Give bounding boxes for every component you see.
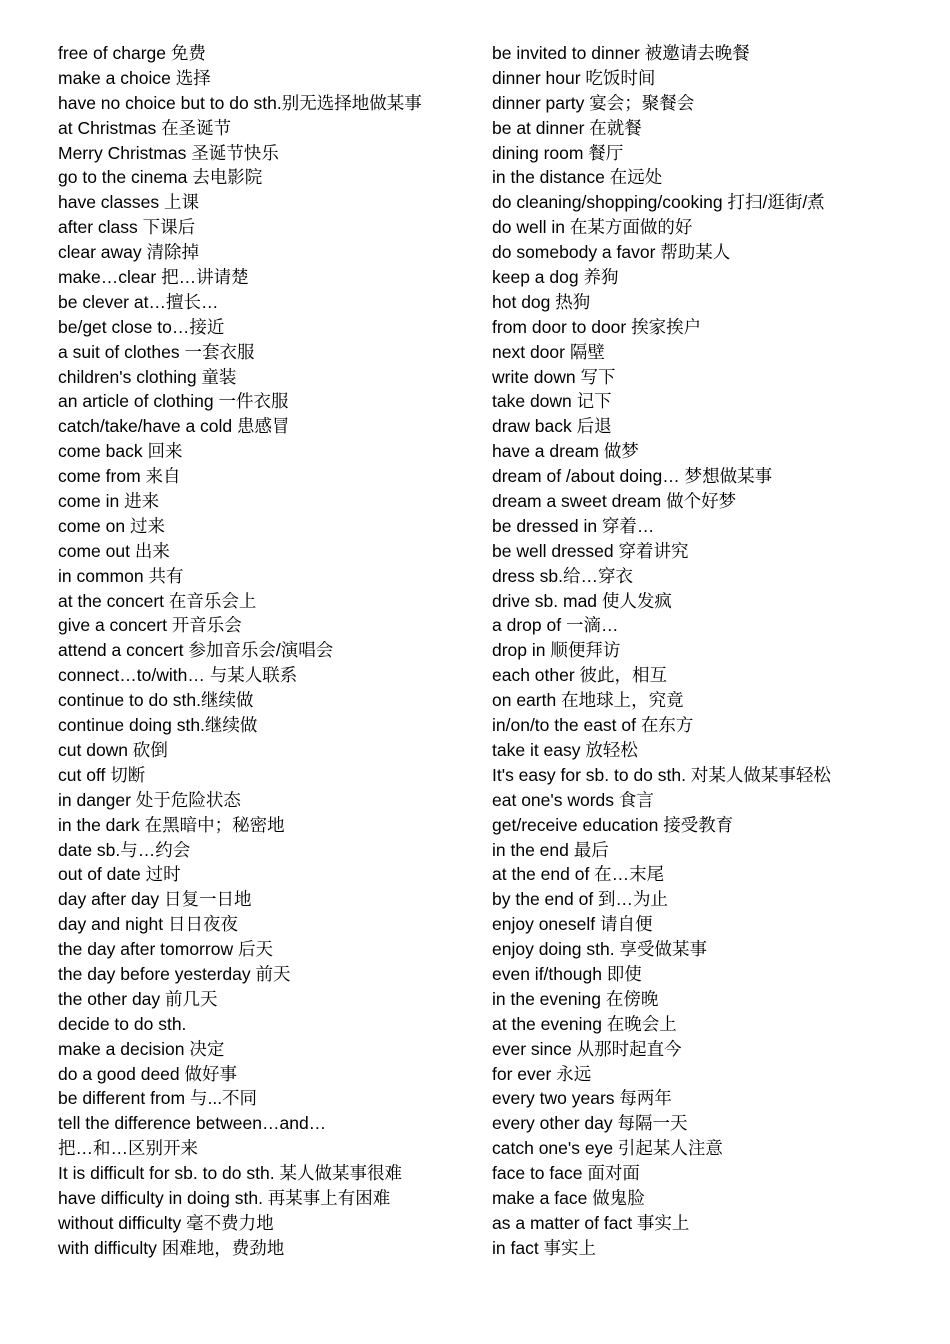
phrase-line: with difficulty 困难地，费劲地 [58, 1237, 285, 1258]
phrase-line: the other day 前几天 [58, 988, 218, 1009]
phrase-line: give a concert 开音乐会 [58, 615, 242, 636]
phrase-line: in the dark 在黑暗中；秘密地 [58, 814, 285, 835]
phrase-line: make a face 做鬼脸 [492, 1187, 645, 1208]
phrase-line: cut down 砍倒 [58, 739, 168, 760]
phrase-line: cut off 切断 [58, 764, 146, 785]
phrase-line: be at dinner 在就餐 [492, 117, 642, 138]
phrase-line: a drop of 一滴… [492, 615, 619, 636]
phrase-line: keep a dog 养狗 [492, 267, 619, 288]
phrase-line: free of charge 免费 [58, 43, 206, 63]
phrase-line: do somebody a favor 帮助某人 [492, 242, 731, 263]
phrase-line: each other 彼此，相互 [492, 665, 668, 686]
phrase-line: have no choice but to do sth.别无选择地做某事 [58, 92, 422, 113]
phrase-line: children's clothing 童装 [58, 366, 237, 387]
phrase-line: come back 回来 [58, 441, 183, 462]
phrase-line: decide to do sth. [58, 1013, 187, 1034]
phrase-line: enjoy oneself 请自便 [492, 914, 653, 935]
phrase-line: clear away 清除掉 [58, 242, 200, 263]
phrase-line: day after day 日复一日地 [58, 889, 252, 910]
phrase-line: do cleaning/shopping/cooking 打扫/逛街/煮 [492, 192, 825, 213]
phrase-line: write down 写下 [492, 366, 616, 387]
phrase-line: take down 记下 [492, 391, 612, 412]
phrase-line: even if/though 即使 [492, 963, 642, 984]
phrase-line: come on 过来 [58, 515, 165, 536]
phrase-line: dining room 餐厅 [492, 142, 624, 163]
phrase-line: continue to do sth.继续做 [58, 690, 254, 711]
phrase-line: be different from 与...不同 [58, 1088, 258, 1109]
phrase-line: be clever at…擅长… [58, 291, 219, 312]
phrase-line: after class 下课后 [58, 217, 196, 238]
phrase-line: enjoy doing sth. 享受做某事 [492, 939, 707, 960]
phrase-line: dream of /about doing… 梦想做某事 [492, 466, 773, 487]
phrase-line: be dressed in 穿着… [492, 515, 655, 536]
phrase-line: every two years 每两年 [492, 1088, 672, 1109]
phrase-line: from door to door 挨家挨户 [492, 316, 702, 337]
phrase-line: an article of clothing 一件衣服 [58, 391, 289, 412]
phrase-line: date sb.与…约会 [58, 839, 191, 860]
phrase-line: make…clear 把…讲请楚 [58, 267, 249, 288]
phrase-line: connect…to/with… 与某人联系 [58, 665, 298, 686]
phrase-line: attend a concert 参加音乐会/演唱会 [58, 640, 334, 661]
phrase-line: every other day 每隔一天 [492, 1113, 688, 1134]
phrase-line: face to face 面对面 [492, 1163, 640, 1184]
phrase-line: Merry Christmas 圣诞节快乐 [58, 142, 279, 163]
phrase-line: in fact 事实上 [492, 1237, 597, 1258]
phrase-line: make a decision 决定 [58, 1038, 225, 1059]
phrase-line: get/receive education 接受教育 [492, 814, 734, 835]
phrase-line: go to the cinema 去电影院 [58, 167, 263, 188]
phrase-line: be/get close to…接近 [58, 316, 225, 337]
phrase-line: do well in 在某方面做的好 [492, 217, 693, 238]
phrase-line: drop in 顺便拜访 [492, 640, 621, 661]
phrase-line: as a matter of fact 事实上 [492, 1212, 690, 1233]
phrase-line: next door 隔壁 [492, 341, 605, 362]
phrase-line: take it easy 放轻松 [492, 739, 638, 760]
phrase-line: ever since 从那时起直今 [492, 1038, 682, 1059]
phrase-line: come in 进来 [58, 491, 160, 512]
phrase-line: the day after tomorrow 后天 [58, 939, 273, 960]
right-column [492, 41, 932, 1261]
phrase-line: do a good deed 做好事 [58, 1063, 238, 1084]
phrase-line: in the distance 在远处 [492, 167, 663, 188]
phrase-line: be invited to dinner 被邀请去晚餐 [492, 43, 750, 63]
phrase-line: day and night 日日夜夜 [58, 914, 238, 935]
phrase-line: come out 出来 [58, 540, 170, 561]
phrase-line: catch one's eye 引起某人注意 [492, 1138, 723, 1159]
phrase-line: dream a sweet dream 做个好梦 [492, 491, 737, 512]
phrase-line: dress sb.给…穿衣 [492, 565, 633, 586]
phrase-line: out of date 过时 [58, 864, 181, 885]
phrase-line: catch/take/have a cold 患感冒 [58, 416, 290, 437]
phrase-line: draw back 后退 [492, 416, 612, 437]
phrase-line: dinner hour 吃饭时间 [492, 67, 656, 88]
phrase-line: have difficulty in doing sth. 再某事上有困难 [58, 1187, 391, 1208]
phrase-line: at the end of 在…末尾 [492, 864, 665, 885]
phrase-line: be well dressed 穿着讲究 [492, 540, 689, 561]
phrase-line: in the end 最后 [492, 839, 609, 860]
phrase-line: It is difficult for sb. to do sth. 某人做某事很难 [58, 1163, 402, 1184]
phrase-line: 把…和…区别开来 [58, 1138, 198, 1159]
phrase-line: the day before yesterday 前天 [58, 963, 291, 984]
phrase-line: at Christmas 在圣诞节 [58, 117, 232, 138]
phrase-line: eat one's words 食言 [492, 789, 654, 810]
phrase-line: a suit of clothes 一套衣服 [58, 341, 255, 362]
phrase-line: in the evening 在傍晚 [492, 988, 659, 1009]
phrase-line: come from 来自 [58, 466, 181, 487]
phrase-line: hot dog 热狗 [492, 291, 591, 312]
phrase-line: in danger 处于危险状态 [58, 789, 241, 810]
phrase-line: in/on/to the east of 在东方 [492, 715, 694, 736]
phrase-line: on earth 在地球上，究竟 [492, 690, 684, 711]
phrase-line: without difficulty 毫不费力地 [58, 1212, 274, 1233]
phrase-line: in common 共有 [58, 565, 184, 586]
phrase-line: have a dream 做梦 [492, 441, 639, 462]
phrase-line: at the evening 在晚会上 [492, 1013, 677, 1034]
phrase-line: It's easy for sb. to do sth. 对某人做某事轻松 [492, 764, 831, 785]
phrase-line: make a choice 选择 [58, 67, 211, 88]
phrase-line: dinner party 宴会；聚餐会 [492, 92, 695, 113]
phrase-line: drive sb. mad 使人发疯 [492, 590, 672, 611]
phrase-line: tell the difference between…and… [58, 1113, 327, 1134]
phrase-line: by the end of 到…为止 [492, 889, 669, 910]
left-column [58, 41, 478, 1261]
phrase-line: continue doing sth.继续做 [58, 715, 258, 736]
phrase-line: for ever 永远 [492, 1063, 592, 1084]
phrase-line: have classes 上课 [58, 192, 200, 213]
phrase-line: at the concert 在音乐会上 [58, 590, 257, 611]
